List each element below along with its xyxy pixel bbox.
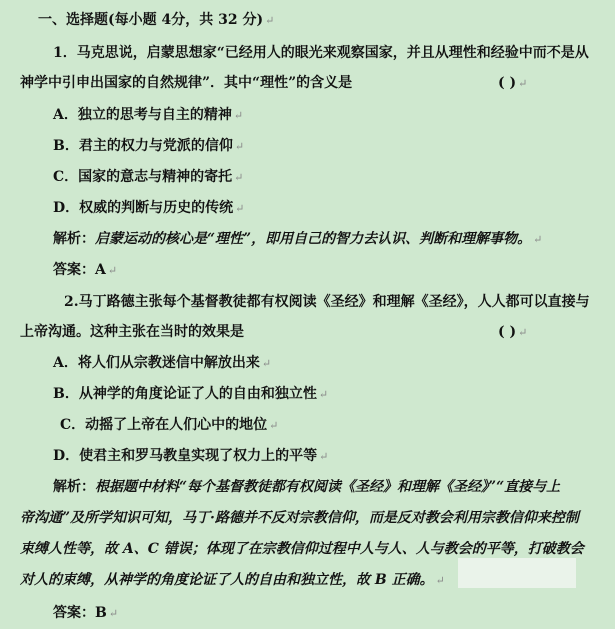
section-title-text: 一、选择题(每小题 4分，共 32 分): [38, 12, 264, 28]
return-mark: ↵: [318, 388, 329, 401]
analysis-label: 解析：: [53, 231, 95, 247]
analysis-label: 解析：: [53, 479, 95, 495]
question-1-option-c: [53, 168, 243, 187]
analysis-text: 帝沟通”及所学知识可知，马丁·路德并不反对宗教信仰，而是反对教会利用宗教信仰来控制: [20, 510, 579, 526]
question-1-stem-text-1: 1．马克思说，启蒙思想家“已经用人的眼光来观察国家，并且从理性和经验中而不是从: [53, 45, 589, 61]
return-mark: ↵: [533, 233, 543, 246]
analysis-text: 启蒙运动的核心是“理性”，即用自己的智力去认识、判断和理解事物。: [95, 231, 532, 247]
option-text: C．国家的意志与精神的寄托: [53, 169, 233, 185]
question-1-paren-text: ( ): [498, 75, 517, 91]
question-2-option-c: [60, 416, 278, 435]
answer-text: 答案：B: [53, 605, 107, 621]
option-text: D．权威的判断与历史的传统: [53, 200, 234, 216]
analysis-text: 束缚人性等，故 A、C 错误；体现了在宗教信仰过程中人与人、人与教会的平等，打破教会: [20, 541, 584, 557]
return-mark: ↵: [435, 574, 445, 587]
return-mark: ↵: [108, 607, 119, 620]
question-1-stem-text-2: 神学中引申出国家的自然规律”．其中“理性”的含义是: [20, 75, 353, 91]
question-1-answer: [53, 261, 117, 280]
option-text: C．动摇了上帝在人们心中的地位: [60, 417, 268, 433]
question-1-stem-line-2: [20, 74, 352, 92]
option-text: B．君主的权力与党派的信仰: [53, 138, 233, 154]
question-2-answer: [53, 604, 118, 623]
question-1-option-a: [53, 106, 243, 125]
watermark-overlay: [458, 558, 576, 588]
analysis-text: 根据题中材料“每个基督教徒都有权阅读《圣经》和理解《圣经》”“直接与上: [95, 479, 561, 495]
question-2-analysis-line-1: [53, 478, 560, 496]
question-2-stem-text-1: 2.马丁路德主张每个基督教徒都有权阅读《圣经》和理解《圣经》，人人都可以直接与: [64, 294, 590, 310]
question-2-stem-text-2: 上帝沟通。这种主张在当时的效果是: [20, 324, 244, 340]
return-mark: ↵: [518, 77, 528, 90]
option-text: A．将人们从宗教迷信中解放出来: [53, 355, 260, 371]
question-2-stem-line-1: [64, 293, 590, 311]
return-mark: ↵: [319, 450, 329, 463]
return-mark: ↵: [261, 357, 272, 370]
question-2-option-d: [53, 447, 328, 466]
return-mark: ↵: [107, 264, 118, 277]
return-mark: ↵: [235, 202, 245, 215]
answer-text: 答案：A: [53, 262, 106, 278]
return-mark: ↵: [233, 109, 244, 122]
analysis-text: 对人的束缚，从神学的角度论证了人的自由和独立性，故 B 正确。: [20, 572, 434, 588]
return-mark: ↵: [518, 326, 528, 339]
return-mark: ↵: [234, 171, 244, 184]
question-2-paren-text: ( ): [498, 324, 517, 340]
option-text: B．从神学的角度论证了人的自由和独立性: [53, 386, 317, 402]
question-2-analysis-line-4: [20, 571, 445, 590]
question-2-paren: [498, 323, 527, 342]
question-1-option-b: [53, 137, 244, 156]
question-2-option-b: [53, 385, 328, 404]
return-mark: ↵: [234, 140, 245, 153]
return-mark: ↵: [265, 14, 275, 27]
return-mark: ↵: [269, 419, 279, 432]
question-1-analysis: [53, 230, 542, 249]
option-text: D．使君主和罗马教皇实现了权力上的平等: [53, 448, 318, 464]
question-1-paren: [498, 74, 527, 93]
section-title: [38, 11, 274, 30]
question-2-analysis-line-2: [20, 509, 579, 527]
question-2-option-a: [53, 354, 271, 373]
question-1-option-d: [53, 199, 244, 218]
option-text: A．独立的思考与自主的精神: [53, 107, 232, 123]
question-2-analysis-line-3: [20, 540, 584, 558]
question-1-stem-line-1: [53, 44, 589, 62]
question-2-stem-line-2: [20, 323, 244, 341]
